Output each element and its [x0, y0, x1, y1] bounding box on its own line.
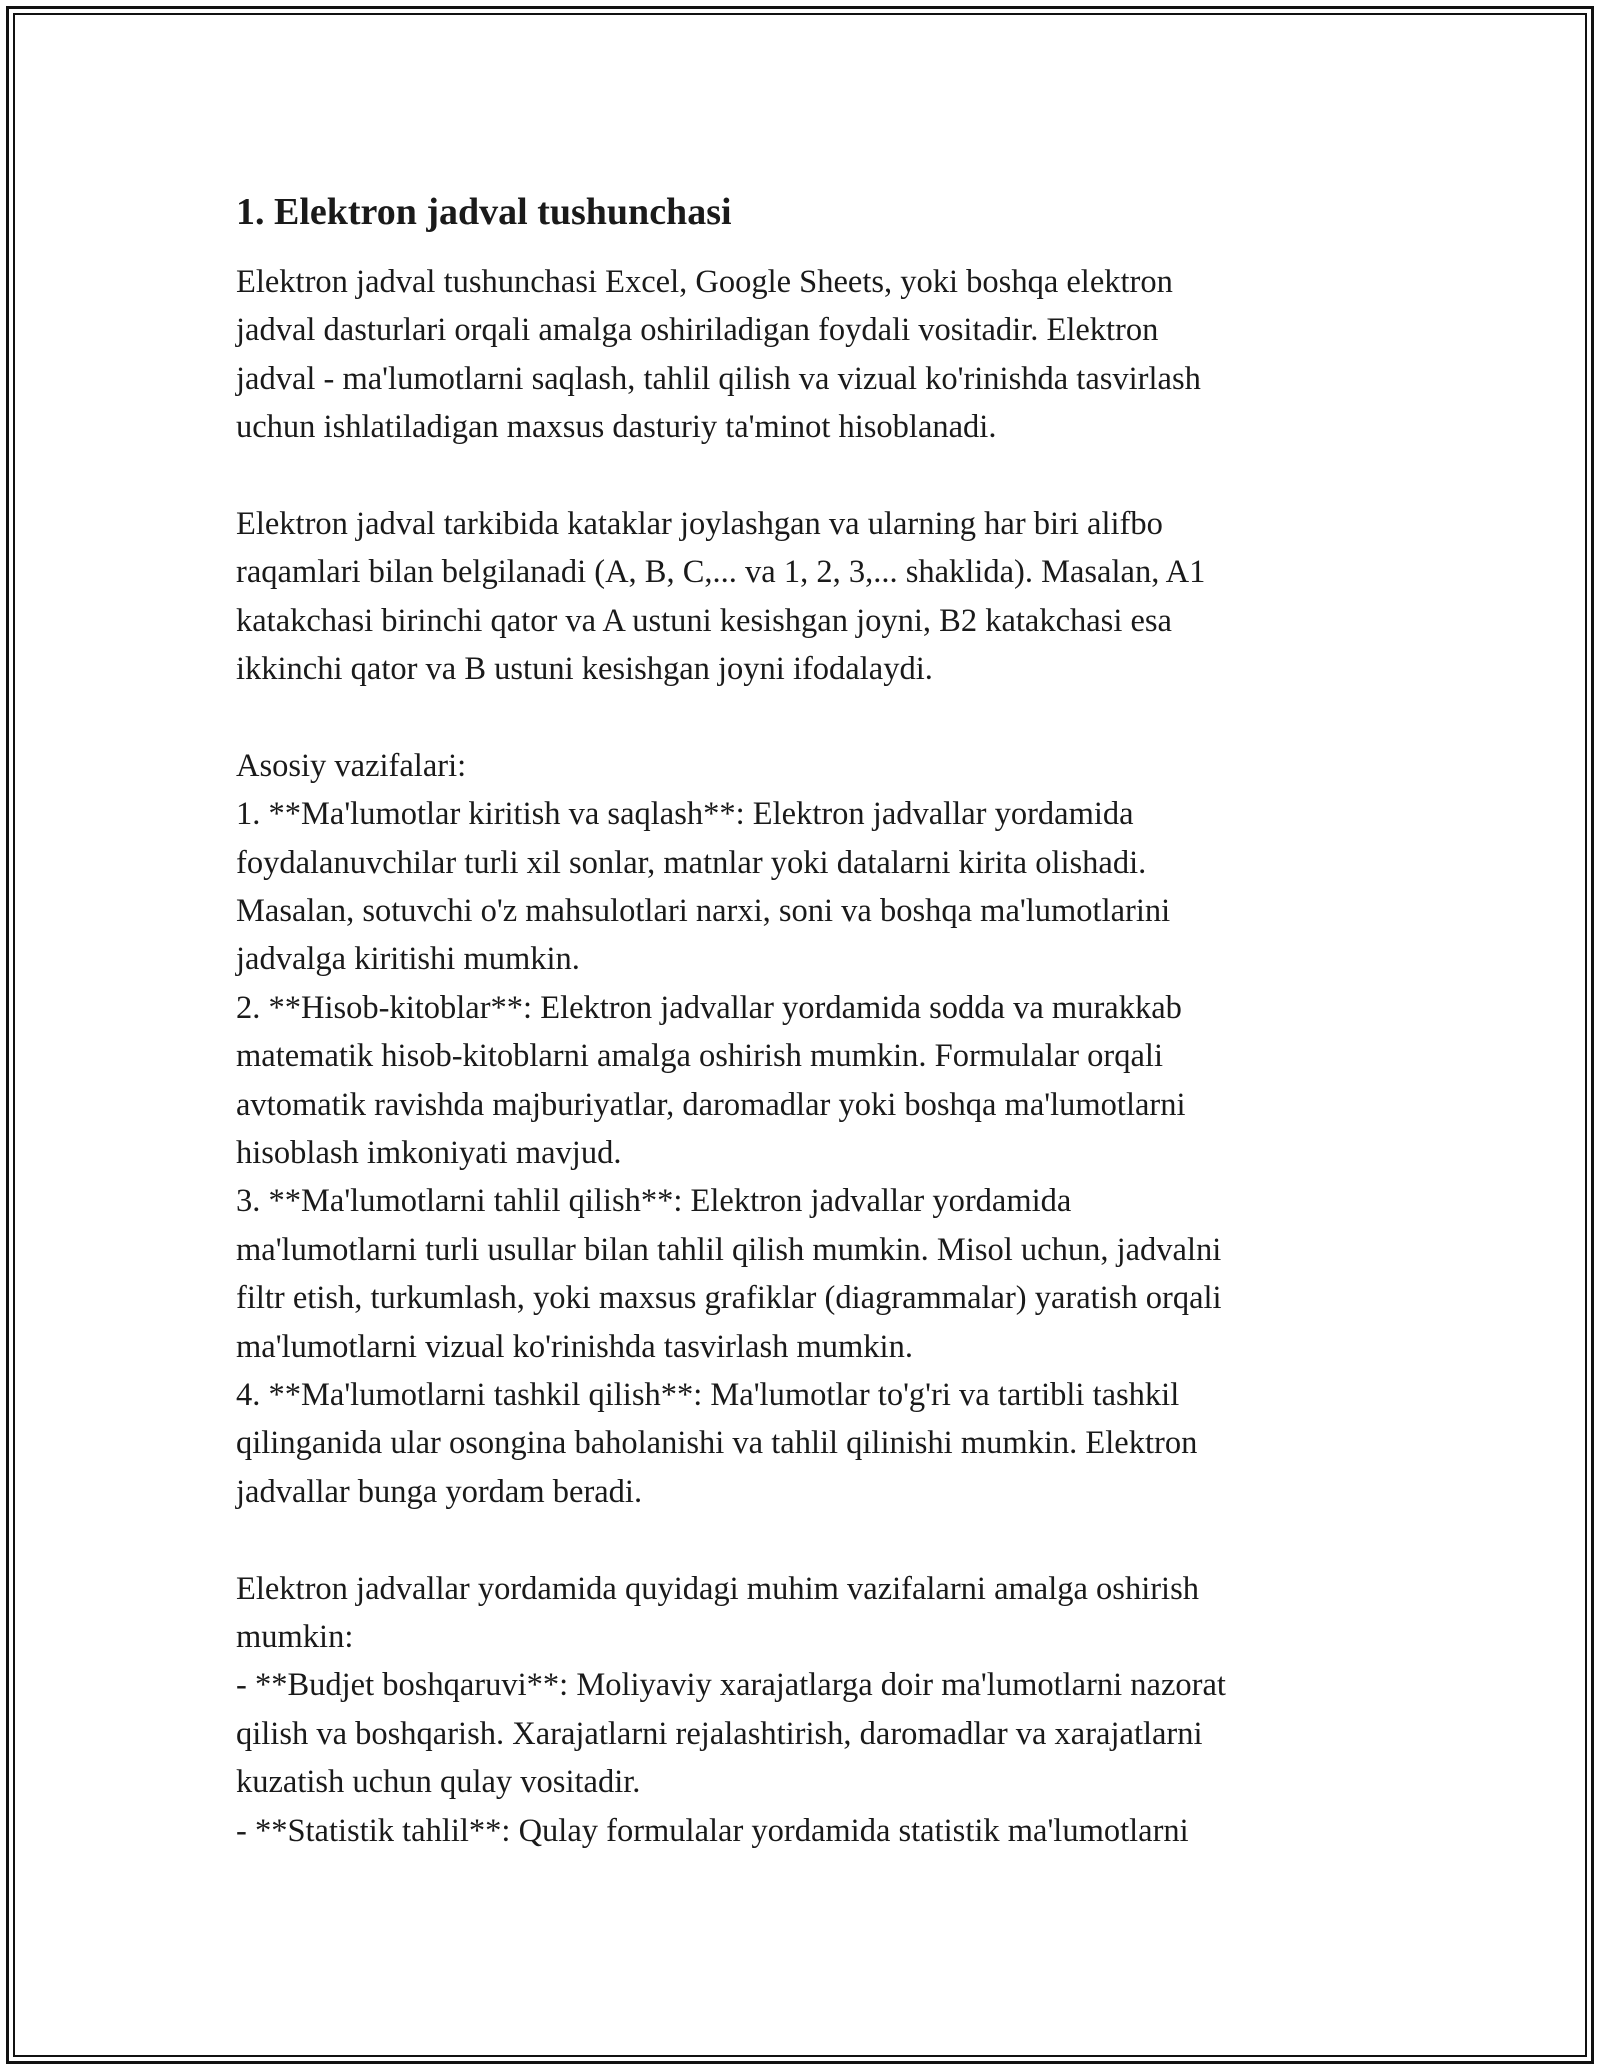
text-line: katakchasi birinchi qator va A ustuni kesishgan joyni, B2 katakchasi esa — [236, 602, 1172, 639]
important-tasks-paragraph — [236, 1565, 1376, 1855]
text-line: hisoblash imkoniyati mavjud. — [236, 1135, 622, 1172]
cells-paragraph — [236, 500, 1376, 694]
paragraph-gap — [236, 1516, 1376, 1564]
text-line: jadval dasturlari orqali amalga oshiriladigan foydali vositadir. Elektron — [236, 312, 1159, 349]
paragraph-gap — [236, 452, 1376, 500]
text-line: raqamlari bilan belgilanadi (A, B, C,... va 1, 2, 3,... shaklida). Masalan, A1 — [236, 554, 1206, 591]
document-body — [236, 188, 1376, 1855]
text-line: matematik hisob-kitoblarni amalga oshirish mumkin. Formulalar orqali — [236, 1038, 1163, 1075]
text-line: mumkin: — [236, 1618, 354, 1655]
paragraph-gap — [236, 694, 1376, 742]
text-line: avtomatik ravishda majburiyatlar, daromadlar yoki boshqa ma'lumotlarni — [236, 1086, 1186, 1123]
text-line: jadval - ma'lumotlarni saqlash, tahlil qilish va vizual ko'rinishda tasvirlash — [236, 360, 1201, 397]
text-line: 2. **Hisob-kitoblar**: Elektron jadvallar yordamida sodda va murakkab — [236, 989, 1182, 1026]
text-line: Elektron jadvallar yordamida quyidagi muhim vazifalarni amalga oshirish — [236, 1570, 1199, 1607]
text-line: jadvalga kiritishi mumkin. — [236, 941, 580, 978]
text-line: 1. **Ma'lumotlar kiritish va saqlash**: Elektron jadvallar yordamida — [236, 796, 1134, 833]
text-line: uchun ishlatiladigan maxsus dasturiy ta'minot hisoblanadi. — [236, 409, 997, 446]
text-line: foydalanuvchilar turli xil sonlar, matnlar yoki datalarni kirita olishadi. — [236, 844, 1147, 881]
text-line: Masalan, sotuvchi o'z mahsulotlari narxi, soni va boshqa ma'lumotlarini — [236, 893, 1171, 930]
text-line: Elektron jadval tushunchasi Excel, Google Sheets, yoki boshqa elektron — [236, 264, 1173, 300]
text-line: qilish va boshqarish. Xarajatlarni rejalashtirish, daromadlar va xarajatlarni — [236, 1715, 1203, 1752]
text-line: Elektron jadval tarkibida kataklar joylashgan va ularning har biri alifbo — [236, 505, 1163, 542]
paragraph-container — [236, 258, 1376, 1855]
text-line: ma'lumotlarni turli usullar bilan tahlil qilish mumkin. Misol uchun, jadvalni — [236, 1231, 1222, 1268]
text-line: jadvallar bunga yordam beradi. — [236, 1473, 643, 1510]
text-line: 4. **Ma'lumotlarni tashkil qilish**: Ma'lumotlar to'g'ri va tartibli tashkil — [236, 1376, 1180, 1413]
text-line: filtr etish, turkumlash, yoki maxsus grafiklar (diagrammalar) yaratish orqali — [236, 1280, 1222, 1317]
intro-paragraph — [236, 258, 1376, 452]
text-line: ikkinchi qator va B ustuni kesishgan joyni ifodalaydi. — [236, 651, 933, 688]
text-line: ma'lumotlarni vizual ko'rinishda tasvirlash mumkin. — [236, 1328, 913, 1365]
text-line: Asosiy vazifalari: — [236, 747, 467, 784]
text-line: - **Statistik tahlil**: Qulay formulalar yordamida statistik ma'lumotlarni — [236, 1812, 1189, 1849]
text-line: qilinganida ular osongina baholanishi va tahlil qilinishi mumkin. Elektron — [236, 1425, 1198, 1462]
text-line: - **Budjet boshqaruvi**: Moliyaviy xarajatlarga doir ma'lumotlarni nazorat — [236, 1667, 1226, 1704]
text-line: kuzatish uchun qulay vositadir. — [236, 1764, 641, 1801]
main-tasks-paragraph — [236, 742, 1376, 1516]
text-line: 3. **Ma'lumotlarni tahlil qilish**: Elektron jadvallar yordamida — [236, 1183, 1072, 1220]
section-heading: 1. Elektron jadval tushunchasi — [236, 191, 732, 233]
